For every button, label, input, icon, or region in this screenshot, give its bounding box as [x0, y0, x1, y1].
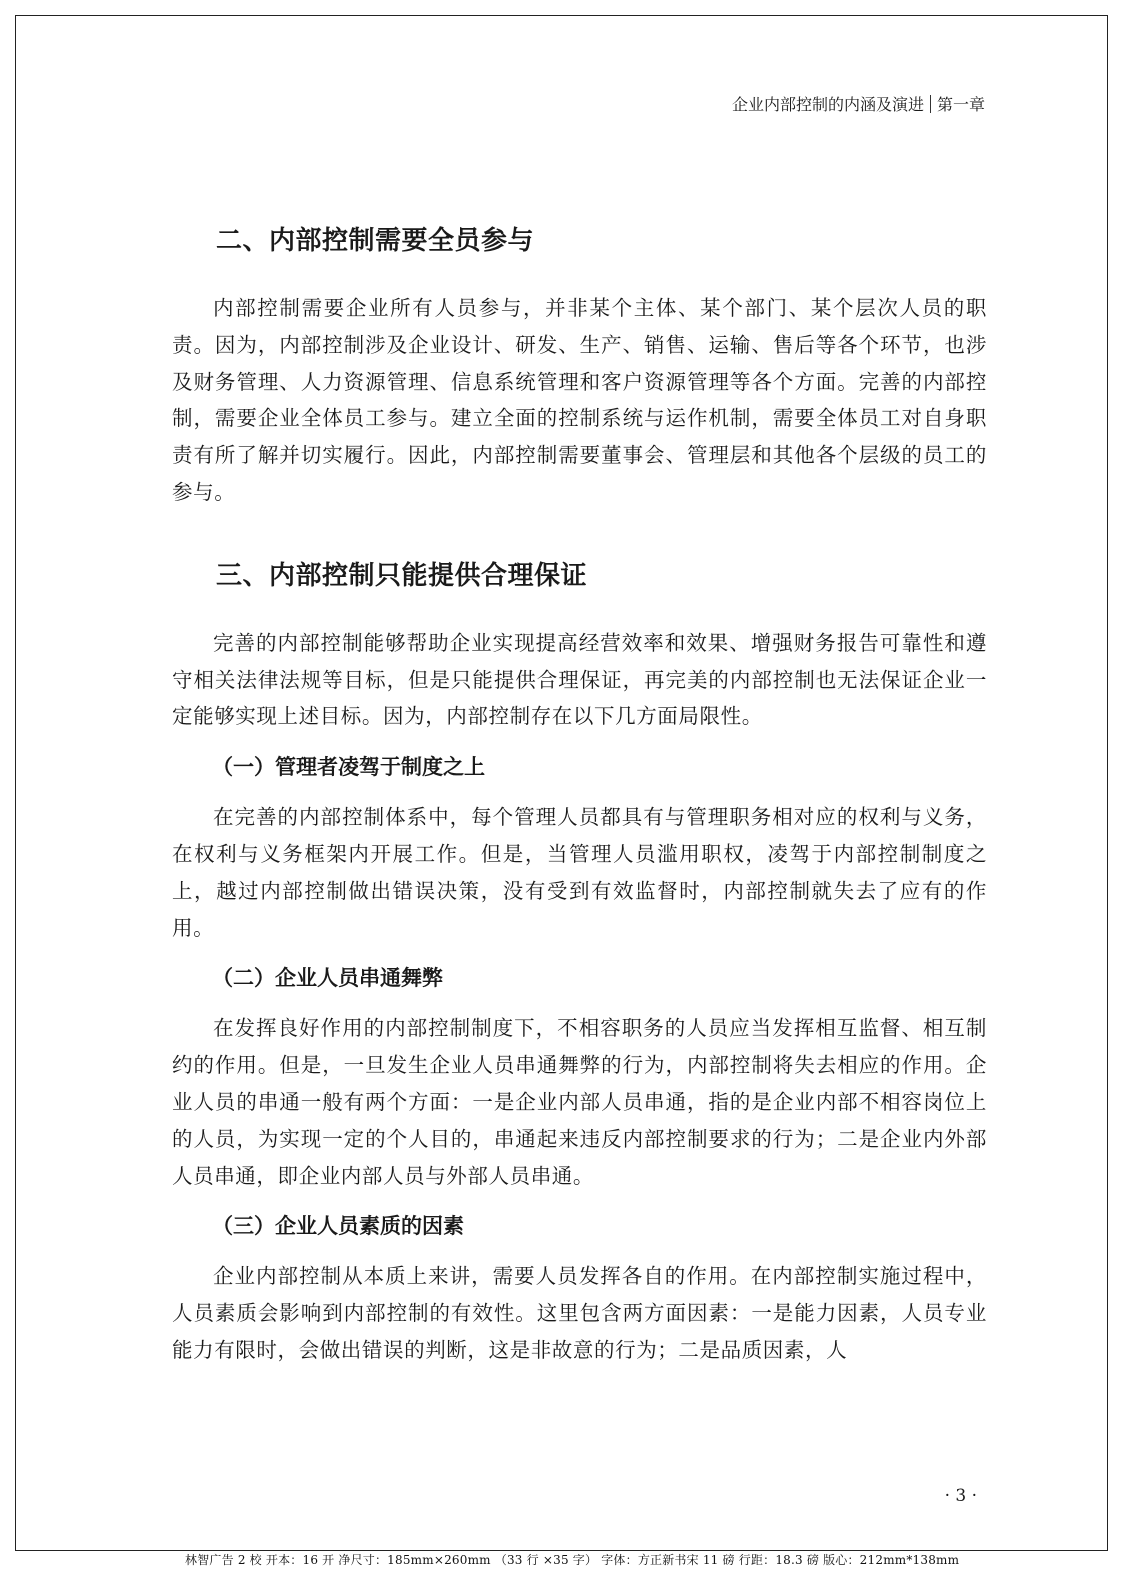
page-body — [172, 218, 987, 1369]
subsection-heading-3: （三）企业人员素质的因素 — [212, 1214, 464, 1239]
header-book-section: 企业内部控制的内涵及演进 — [731, 95, 924, 114]
subsection-heading-2: （二）企业人员串通舞弊 — [212, 966, 443, 991]
section-heading-2: 二、内部控制需要全员参与 — [216, 226, 535, 256]
subsection-2-paragraph: 在发挥良好作用的内部控制制度下，不相容职务的人员应当发挥相互监督、相互制约的作用。但是，一旦发生企业人员串通舞弊的行为，内部控制将失去相应的作用。企业人员的串通一般有两个方面：一是企业内部人员串通，指的是企业内部不相容岗位上的人员，为实现一定的个人目的，串通起来违反内部控制要求的行为；二是企业内外部人员串通，即企业内部人员与外部人员串通。 — [172, 1016, 987, 1188]
section-heading-3: 三、内部控制只能提供合理保证 — [216, 560, 588, 591]
page-number: · 3 · — [944, 1486, 977, 1506]
subsection-heading-1: （一）管理者凌驾于制度之上 — [212, 755, 485, 780]
running-header — [732, 92, 985, 115]
subsection-3-paragraph: 企业内部控制从本质上来讲，需要人员发挥各自的作用。在内部控制实施过程中，人员素质会影响到内部控制的有效性。这里包含两方面因素：一是能力因素，人员专业能力有限时，会做出错误的判断，这是非故意的行为；二是品质因素，人 — [172, 1264, 987, 1362]
print-slug: 林智广告 2 校 开本：16 开 净尺寸：185mm×260mm （33 行 ×35 字） 字体：方正新书宋 11 磅 行距：18.3 磅 版心：212mm*138mm — [185, 1553, 960, 1567]
section-2-paragraph: 内部控制需要企业所有人员参与，并非某个主体、某个部门、某个层次人员的职责。因为，内部控制涉及企业设计、研发、生产、销售、运输、售后等各个环节，也涉及财务管理、人力资源管理、信息系统管理和客户资源管理等各个方面。完善的内部控制，需要企业全体员工参与。建立全面的控制系统与运作机制，需要全体员工对自身职责有所了解并切实履行。因此，内部控制需要董事会、管理层和其他各个层级的员工的参与。 — [172, 296, 987, 504]
section-3-intro-paragraph: 完善的内部控制能够帮助企业实现提高经营效率和效果、增强财务报告可靠性和遵守相关法律法规等目标，但是只能提供合理保证，再完美的内部控制也无法保证企业一定能够实现上述目标。因为，内部控制存在以下几方面局限性。 — [172, 630, 987, 729]
subsection-1-paragraph: 在完善的内部控制体系中，每个管理人员都具有与管理职务相对应的权利与义务，在权利与义务框架内开展工作。但是，当管理人员滥用职权，凌驾于内部控制制度之上，越过内部控制做出错误决策，没有受到有效监督时，内部控制就失去了应有的作用。 — [172, 805, 987, 940]
header-chapter: 第一章 — [936, 95, 985, 114]
header-separator — [930, 95, 931, 113]
